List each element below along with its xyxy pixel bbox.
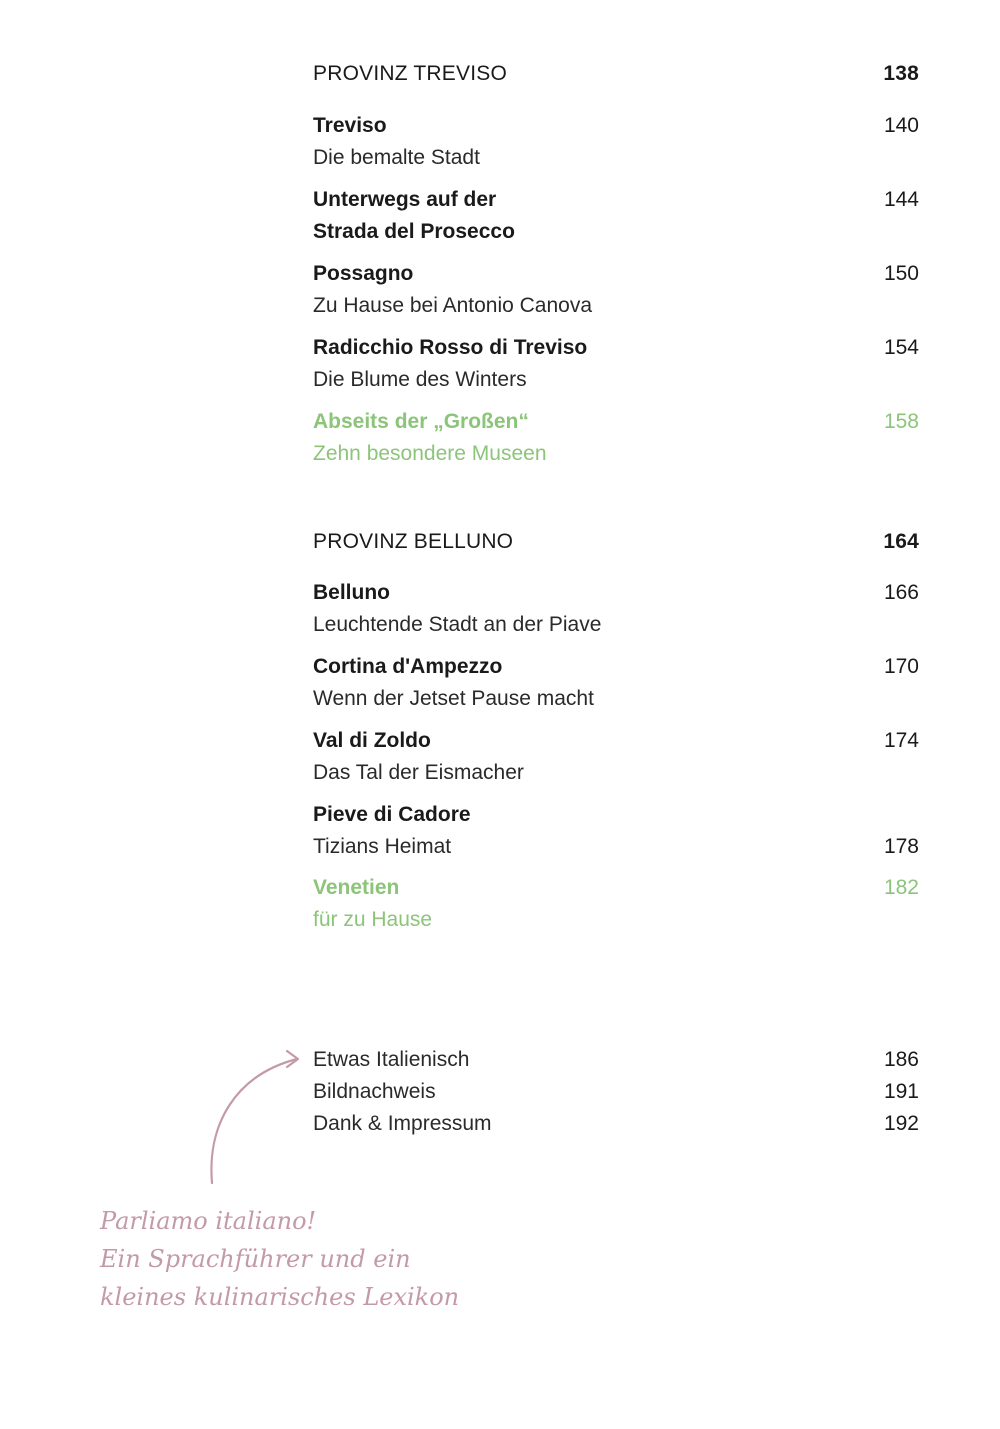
entry-page-number: 186 [883, 1048, 919, 1071]
toc-entry[interactable] [313, 332, 919, 396]
note-line: kleines kulinarisches Lexikon [100, 1283, 460, 1311]
toc-entry[interactable] [313, 1044, 919, 1076]
entry-page-number: 154 [883, 336, 919, 359]
entry-title: Dank & Impressum [313, 1112, 492, 1135]
toc-section-treviso [313, 62, 919, 86]
entry-page-number: 174 [883, 729, 919, 752]
toc-entry[interactable] [313, 110, 919, 174]
section-title: PROVINZ TREVISO [313, 62, 507, 85]
entry-subtitle: Die bemalte Stadt [313, 146, 480, 169]
entry-title-continued: Strada del Prosecco [313, 220, 515, 243]
entry-page-number: 191 [883, 1080, 919, 1103]
entry-title: Unterwegs auf der [313, 188, 497, 211]
entry-page-number: 166 [883, 581, 919, 604]
entry-subtitle: Zehn besondere Museen [313, 442, 547, 465]
entry-title: Cortina d'Ampezzo [313, 655, 503, 678]
entry-title: Venetien [313, 876, 400, 899]
entry-subtitle: Die Blume des Winters [313, 368, 527, 391]
entry-title: Bildnachweis [313, 1080, 436, 1103]
section-page-number: 138 [883, 62, 919, 85]
entry-page-number: 150 [883, 262, 919, 285]
entry-page-number: 170 [883, 655, 919, 678]
toc-entry[interactable] [313, 1108, 919, 1140]
note-line: Parliamo italiano! [100, 1207, 317, 1235]
section-title: PROVINZ BELLUNO [313, 530, 514, 553]
entry-title: Pieve di Cadore [313, 803, 471, 826]
entry-title: Radicchio Rosso di Treviso [313, 336, 588, 359]
toc-entry[interactable] [313, 725, 919, 789]
entry-page-number: 144 [883, 188, 919, 211]
curved-arrow-icon [195, 1045, 305, 1190]
toc-entry[interactable] [313, 1076, 919, 1108]
toc-entry-highlight[interactable] [313, 872, 919, 936]
entry-title: Abseits der „Großen“ [313, 410, 529, 433]
entry-page-number: 178 [883, 835, 919, 858]
entry-page-number: 192 [883, 1112, 919, 1135]
entry-title: Belluno [313, 581, 390, 604]
toc-entry[interactable] [313, 651, 919, 715]
toc-entry-highlight[interactable] [313, 406, 919, 470]
toc-entry[interactable] [313, 799, 919, 863]
entry-subtitle: für zu Hause [313, 908, 433, 931]
section-header [313, 62, 919, 86]
toc-section-belluno [313, 530, 919, 554]
entry-title: Val di Zoldo [313, 729, 431, 752]
entry-title: Possagno [313, 262, 414, 285]
entry-title: Treviso [313, 114, 387, 137]
entry-subtitle: Zu Hause bei Antonio Canova [313, 294, 593, 317]
entry-page-number: 158 [883, 410, 919, 433]
entry-title: Etwas Italienisch [313, 1048, 470, 1071]
toc-entry[interactable] [313, 184, 919, 248]
toc-entry[interactable] [313, 258, 919, 322]
toc-entry[interactable] [313, 577, 919, 641]
entry-subtitle: Leuchtende Stadt an der Piave [313, 613, 602, 636]
entry-page-number: 140 [883, 114, 919, 137]
entry-page-number: 182 [883, 876, 919, 899]
entry-subtitle: Wenn der Jetset Pause macht [313, 687, 594, 710]
entry-subtitle: Tizians Heimat [313, 835, 452, 858]
handwritten-note [100, 1202, 459, 1316]
section-page-number: 164 [883, 530, 919, 553]
entry-subtitle: Das Tal der Eismacher [313, 761, 524, 784]
section-header [313, 530, 919, 554]
note-line: Ein Sprachführer und ein [100, 1245, 411, 1273]
toc-appendix [313, 1044, 919, 1140]
